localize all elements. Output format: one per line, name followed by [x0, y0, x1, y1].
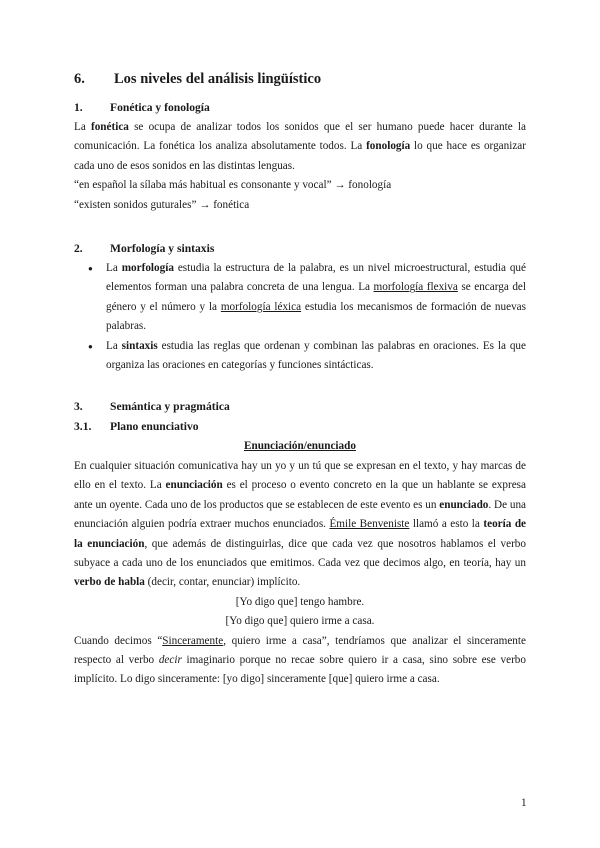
section-heading-2: [74, 239, 526, 259]
document-page: [74, 70, 526, 690]
section-number: 1.: [74, 101, 83, 114]
list-item: ● La morfología estudia la estructura de la palabra, es un nivel microestructural, estudia qué elementos forman una palabra concreta de una lengua. La morfología flexiva se encarga del género y el número y la morfología léxica estudia los mecanismos de formación de nuevas palabras.: [74, 259, 526, 337]
example-centered: [Yo digo que] tengo hambre.: [235, 595, 365, 608]
subsection-number: 3.1.: [74, 420, 92, 434]
example-line: “existen sonidos guturales” → fonética: [74, 198, 250, 211]
paragraph-sinceramente: Cuando decimos “Sinceramente, quiero irme a casa”, tendríamos que analizar el sinceramente respecto al verbo decir imaginario porque no recae sobre quiero ir a casa, sino sobre ese verbo implícito. Lo digo sinceramente: [yo digo] sinceramente [que] quiero irme a casa.: [74, 634, 526, 686]
section-number: 3.: [74, 400, 83, 414]
centered-title: Enunciación/enunciado: [244, 440, 356, 453]
section-title: Semántica y pragmática: [110, 400, 230, 414]
list-item: ● La sintaxis estudia las reglas que ordenan y combinan las palabras en oraciones. Es la que organiza las oraciones en categorías y funciones sintácticas.: [74, 337, 526, 376]
section-heading-1: [74, 98, 526, 118]
link-text: morfología flexiva: [373, 281, 458, 294]
bullet-list: [74, 259, 526, 375]
section-title: Fonética y fonología: [110, 101, 210, 114]
example-line: “en español la sílaba más habitual es consonante y vocal” → fonología: [74, 179, 392, 192]
chapter-title: Los niveles del análisis lingüístico: [114, 71, 322, 87]
subsection-heading: [74, 417, 526, 437]
subsection-title: Plano enunciativo: [110, 420, 199, 434]
section-title: Morfología y sintaxis: [110, 242, 215, 256]
page-number: 1: [521, 797, 527, 809]
section-heading-3: [74, 397, 526, 417]
paragraph-enunciacion: En cualquier situación comunicativa hay un yo y un tú que se expresan en el texto, y hay marcas de ello en el texto. La enunciación es el proceso o evento concreto en la que un hablante se expresa ante un oyente. Cada uno de los productos que se establecen de este evento es un enunciado. De una enunciación alguien podría extraer muchos enunciados. Émile Benveniste llamó a esto la teoría de la enunciación, que además de distinguirlas, dice que cada vez que nosotros hablamos el verbo subyace a cada uno de los enunciados que emitimos. Cada vez que decimos algo, en teoría, hay un verbo de habla (decir, contar, enunciar) implícito.: [74, 459, 527, 589]
paragraph-fonetica: La fonética se ocupa de analizar todos los sonidos que el ser humano puede hacer durante la comunicación. La fonética los analiza absolutamente todos. La fonología lo que hace es organizar cada uno de esos sonidos en las distintas lenguas.: [74, 121, 526, 172]
link-text: morfología léxica: [220, 300, 302, 313]
example-centered: [Yo digo que] quiero irme a casa.: [225, 615, 375, 628]
section-number: 2.: [74, 242, 83, 256]
chapter-heading: [74, 70, 526, 92]
chapter-number: 6.: [74, 71, 85, 87]
